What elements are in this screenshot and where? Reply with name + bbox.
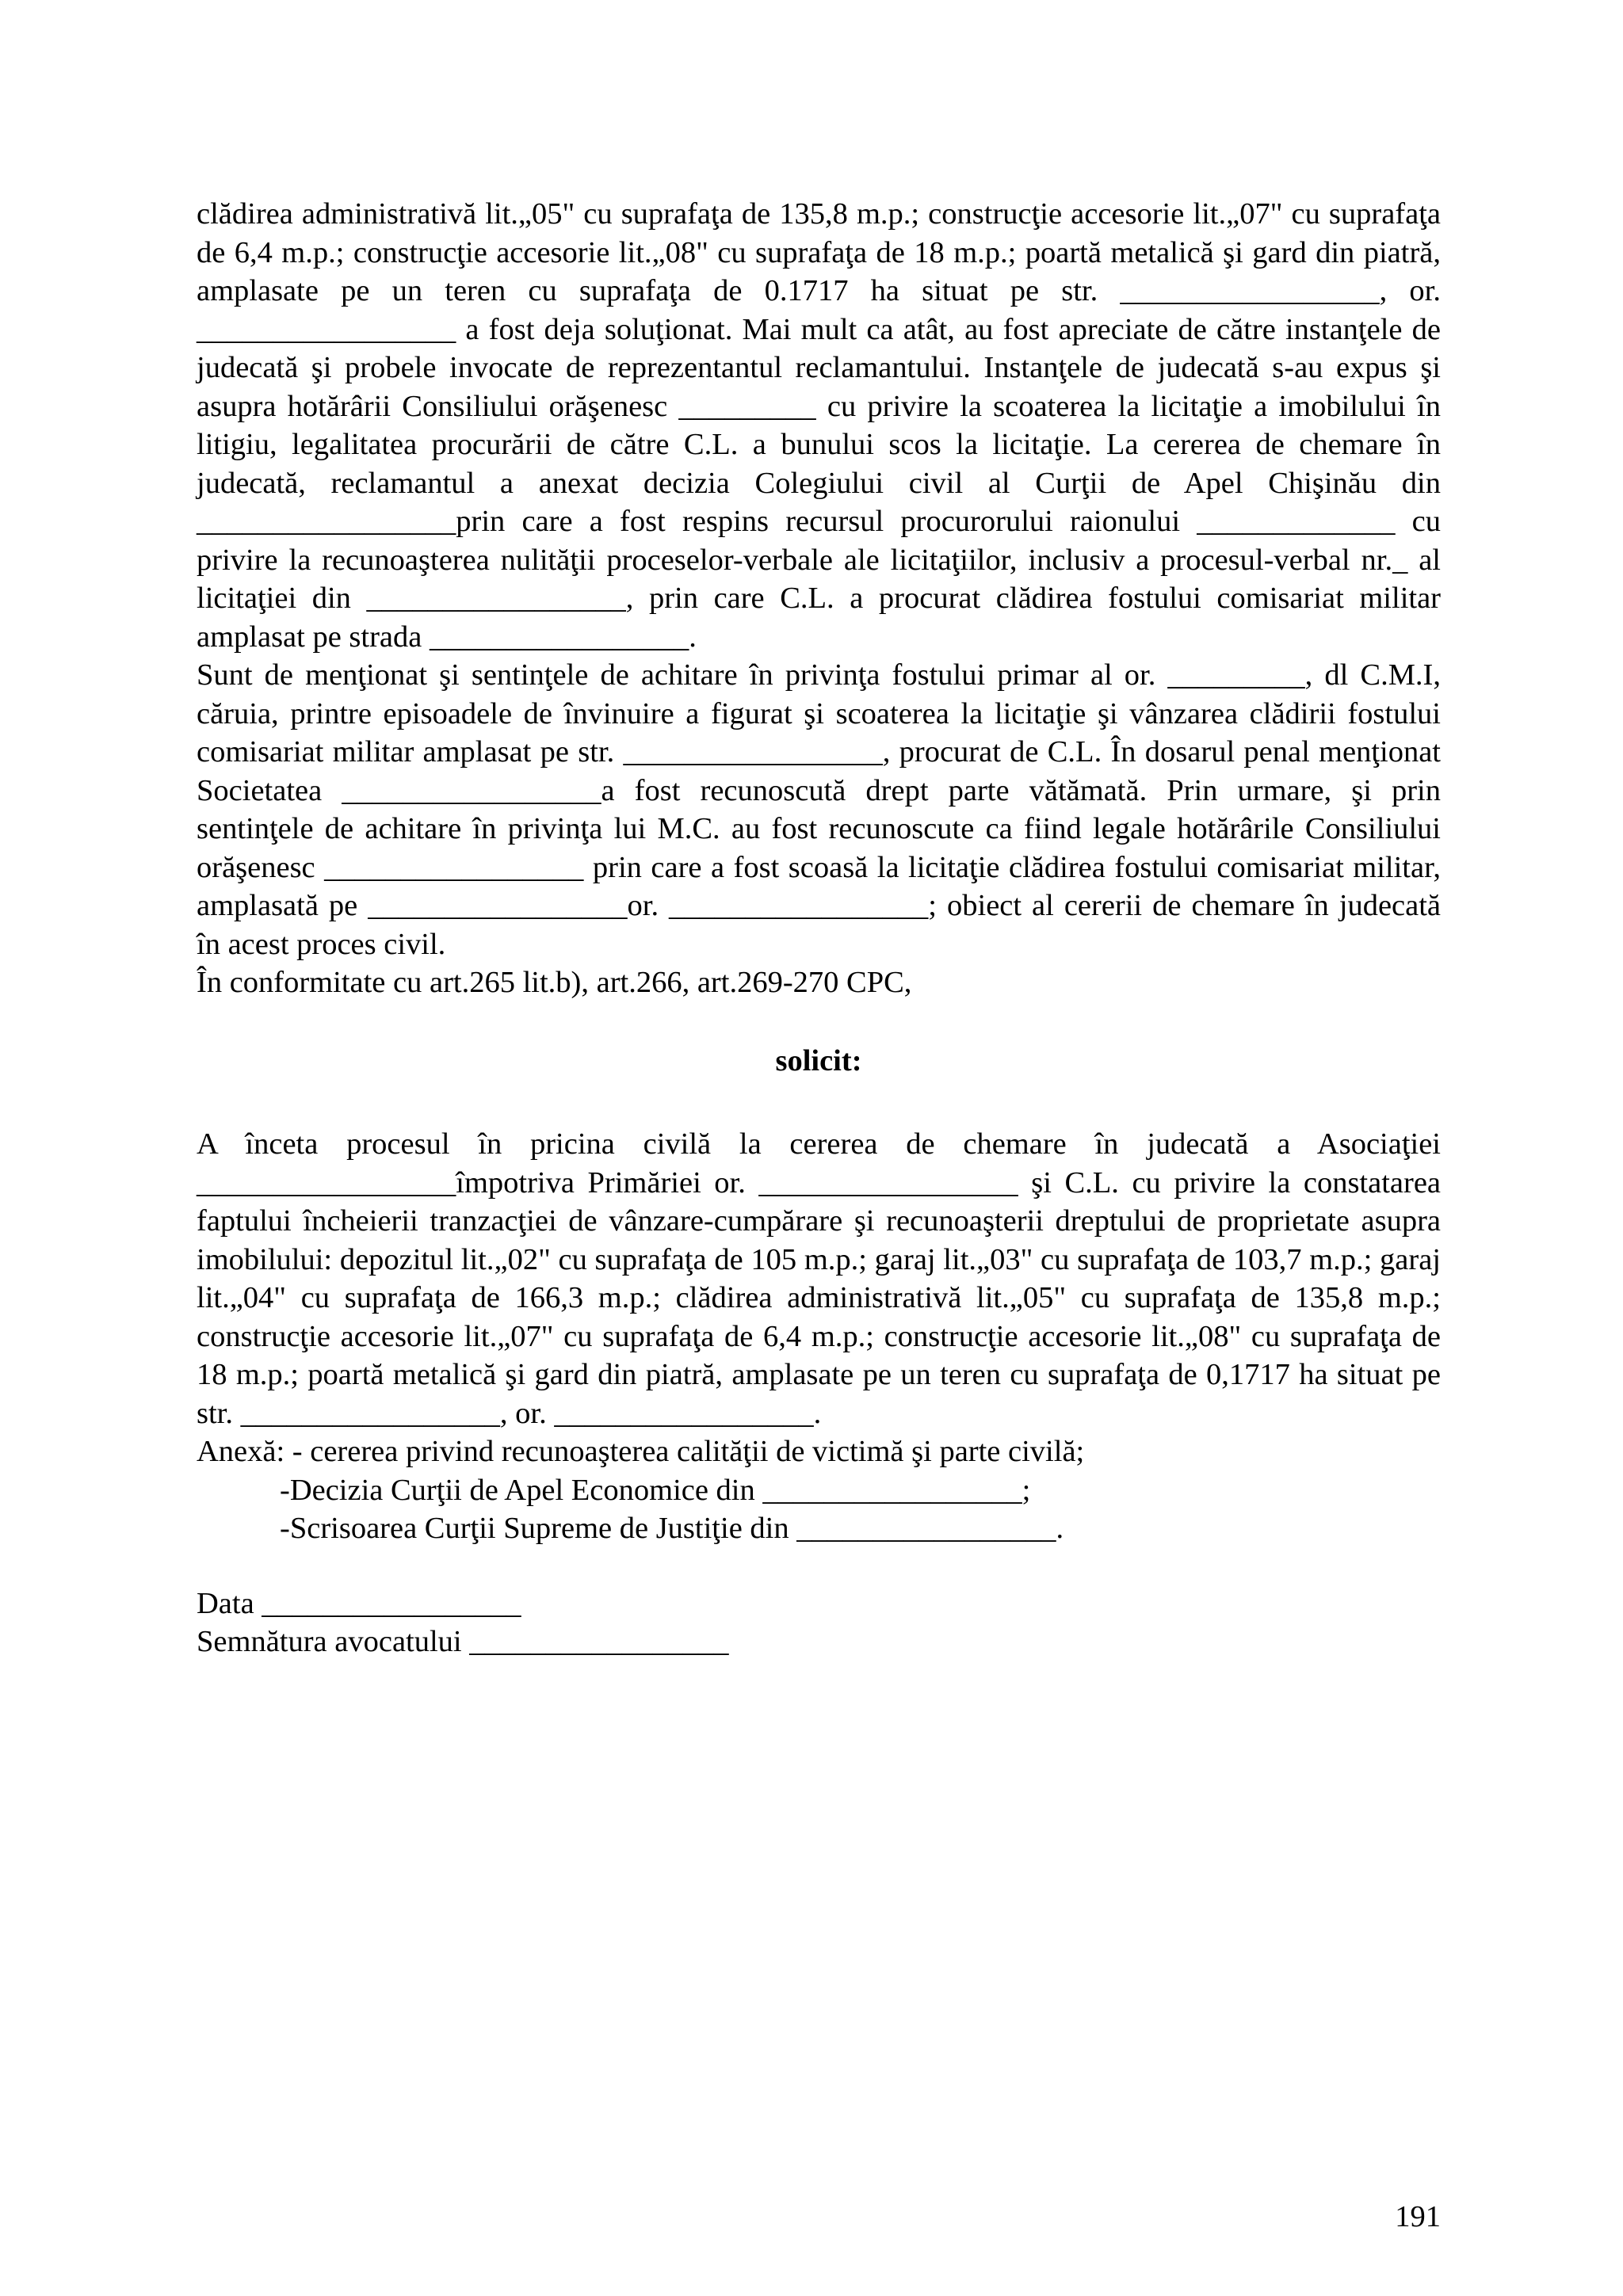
paragraph-legal-basis: În conformitate cu art.265 lit.b), art.266, art.269-270 CPC,	[197, 966, 912, 999]
date-line: Data _________________	[197, 1586, 521, 1620]
annex-first-item: Anexă: - cererea privind recunoaşterea calităţii de victimă şi parte civilă;	[197, 1435, 1085, 1468]
document-page	[197, 195, 1441, 1661]
annex-block	[197, 1432, 1441, 1548]
annex-item: -Decizia Curţii de Apel Economice din _________________;	[280, 1473, 1031, 1507]
lawyer-signature-line: Semnătura avocatului _________________	[197, 1625, 729, 1658]
paragraph-acquittal: Sunt de menţionat şi sentinţele de achitare în privinţa fostului primar al or. _________, dl C.M.I, căruia, printre episoadele de învinuire a figurat şi scoaterea la licitaţie şi vânzarea clădirii fostului comisariat militar amplasat pe str. _________________, procurat de C.L. În dosarul penal menţionat Societatea _________________a fost recunoscută drept parte vătămată. Prin urmare, şi prin sentinţele de achitare în privinţa lui M.C. au fost recunoscute ca fiind legale hotărârile Consiliului orăşenesc _________________ prin care a fost scoasă la licitaţie clădirea fostului comisariat militar, amplasată pe _________________or. _________________; obiect al cererii de chemare în judecată în acest proces civil.	[197, 658, 1441, 961]
paragraph-continuation: clădirea administrativă lit.„05" cu suprafaţa de 135,8 m.p.; construcţie accesorie lit.„07" cu suprafaţa de 6,4 m.p.; construcţie accesorie lit.„08" cu suprafaţa de 18 m.p.; poartă metalică şi gard din piatră, amplasate pe un teren cu suprafaţa de 0.1717 ha situat pe str. _________________, or. _________________ a fost deja soluţionat. Mai mult ca atât, au fost apreciate de către instanţele de judecată şi probele invocate de reprezentantul reclamantului. Instanţele de judecată s-au expus şi asupra hotărârii Consiliului orăşenesc _________ cu privire la scoaterea la licitaţie a imobilului în litigiu, legalitatea procurării de către C.L. a bunului scos la licitaţie. La cererea de chemare în judecată, reclamantul a anexat decizia Colegiului civil al Curţii de Apel Chişinău din _________________prin care a fost respins recursul procurorului raionului _____________ cu privire la recunoaşterea nulităţii proceselor-verbale ale licitaţiilor, inclusiv a procesul-verbal nr._ al licitaţiei din _________________, prin care C.L. a procurat clădirea fostului comisariat militar amplasat pe strada _________________.	[197, 197, 1441, 654]
annex-item: -Scrisoarea Curţii Supreme de Justiţie din _________________.	[280, 1512, 1064, 1545]
signature-block	[197, 1585, 1441, 1661]
paragraph-request: A înceta procesul în pricina civilă la cererea de chemare în judecată a Asociaţiei _________________împotriva Primăriei or. _________________ şi C.L. cu privire la constatarea faptului încheierii tranzacţiei de vânzare-cumpărare şi recunoaşterii dreptului de proprietate asupra imobilului: depozitul lit.„02" cu suprafaţa de 105 m.p.; garaj lit.„03" cu suprafaţa de 103,7 m.p.; garaj lit.„04" cu suprafaţa de 166,3 m.p.; clădirea administrativă lit.„05" cu suprafaţa de 135,8 m.p.; construcţie accesorie lit.„07" cu suprafaţa de 6,4 m.p.; construcţie accesorie lit.„08" cu suprafaţa de 18 m.p.; poartă metalică şi gard din piatră, amplasate pe un teren cu suprafaţa de 0,1717 ha situat pe str. _________________, or. _________________.	[197, 1127, 1441, 1430]
page-number: 191	[1395, 2200, 1441, 2233]
section-heading: solicit:	[775, 1043, 862, 1077]
